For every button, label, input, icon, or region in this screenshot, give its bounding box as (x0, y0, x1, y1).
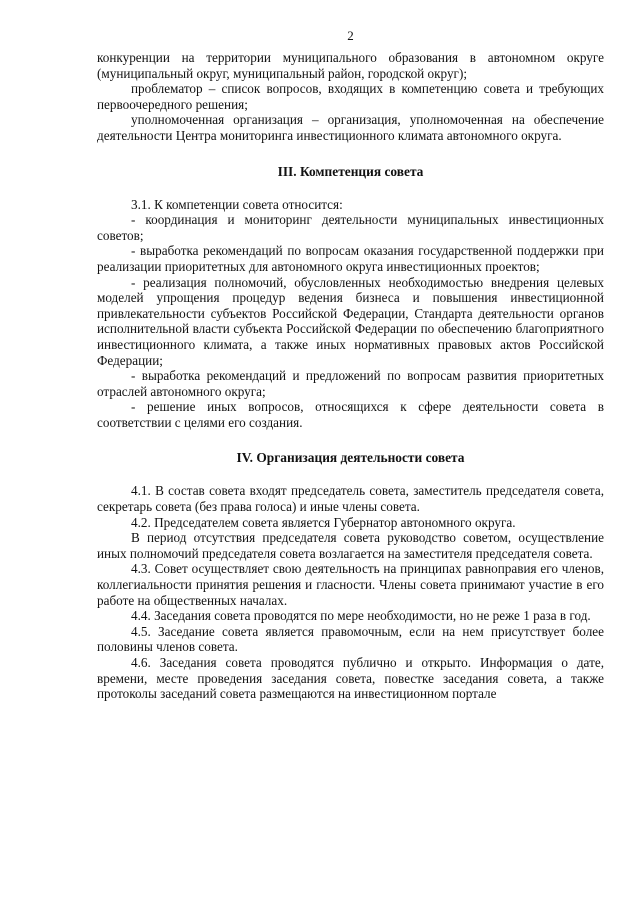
paragraph-4-5: 4.5. Заседание совета является правомочным, если на нем присутствует более половины членов совета. (97, 623, 604, 655)
list-item-priority-industries: - выработка рекомендаций и предложений по вопросам развития приоритетных отраслей автономного округа; (97, 368, 604, 399)
paragraph-3-1: 3.1. К компетенции совета относится: (131, 196, 343, 212)
paragraph-4-1: 4.1. В состав совета входят председатель совета, заместитель председателя совета, секретарь совета (без права голоса) и иные члены совета. (97, 483, 604, 515)
page-number: 2 (347, 28, 354, 43)
paragraph-chair-absence: В период отсутствия председателя совета руководство советом, осуществление иных полномочий председателя совета возлагается на заместителя председателя совета. (97, 530, 604, 561)
list-item-recommendations-support: - выработка рекомендаций по вопросам оказания государственной поддержки при реализации приоритетных для автономного округа инвестиционных проектов; (97, 243, 604, 274)
paragraph-4-2: 4.2. Председателем совета является Губернатор автономного округа. (131, 514, 516, 530)
section-heading-competence: III. Компетенция совета (277, 163, 424, 179)
paragraph-problemator-definition: проблематор – список вопросов, входящих в компетенцию совета и требующих первоочередного решения; (97, 81, 604, 112)
list-item-other-issues: - решение иных вопросов, относящихся к сфере деятельности совета в соответствии с целями его создания. (97, 399, 604, 430)
list-item-powers-implementation: - реализация полномочий, обусловленных необходимостью внедрения целевых моделей упрощения процедур ведения бизнеса и повышения инвестиционной привлекательности субъектов Российской Федерации, Стандарта деятельности органов исполнительной власти субъекта Российской Федерации по обеспечению благоприятного инвестиционного климата, а также иных нормативных правовых актов Российской Федерации; (97, 274, 604, 368)
paragraph-4-4: 4.4. Заседания совета проводятся по мере необходимости, но не реже 1 раза в год. (131, 608, 591, 624)
section-heading-organization: IV. Организация деятельности совета (236, 450, 465, 466)
paragraph-authorized-organization-definition: уполномоченная организация – организация, уполномоченная на обеспечение деятельности Центра мониторинга инвестиционного климата автономного округа. (97, 112, 604, 143)
paragraph-intro-continuation: конкуренции на территории муниципального образования в автономном округе (муниципальный округ, муниципальный район, городской округ); (97, 50, 604, 81)
list-item-coordination: - координация и мониторинг деятельности муниципальных инвестиционных советов; (97, 212, 604, 243)
paragraph-4-6: 4.6. Заседания совета проводятся публично и открыто. Информация о дате, времени, месте проведения заседания совета, повестке заседания совета, а также протоколы заседаний совета размещаются на инвестиционном портале (97, 655, 604, 702)
paragraph-4-3: 4.3. Совет осуществляет свою деятельность на принципах равноправия его членов, коллегиальности принятия решения и гласности. Члены совета принимают участие в его работе на общественных началах. (97, 561, 604, 608)
